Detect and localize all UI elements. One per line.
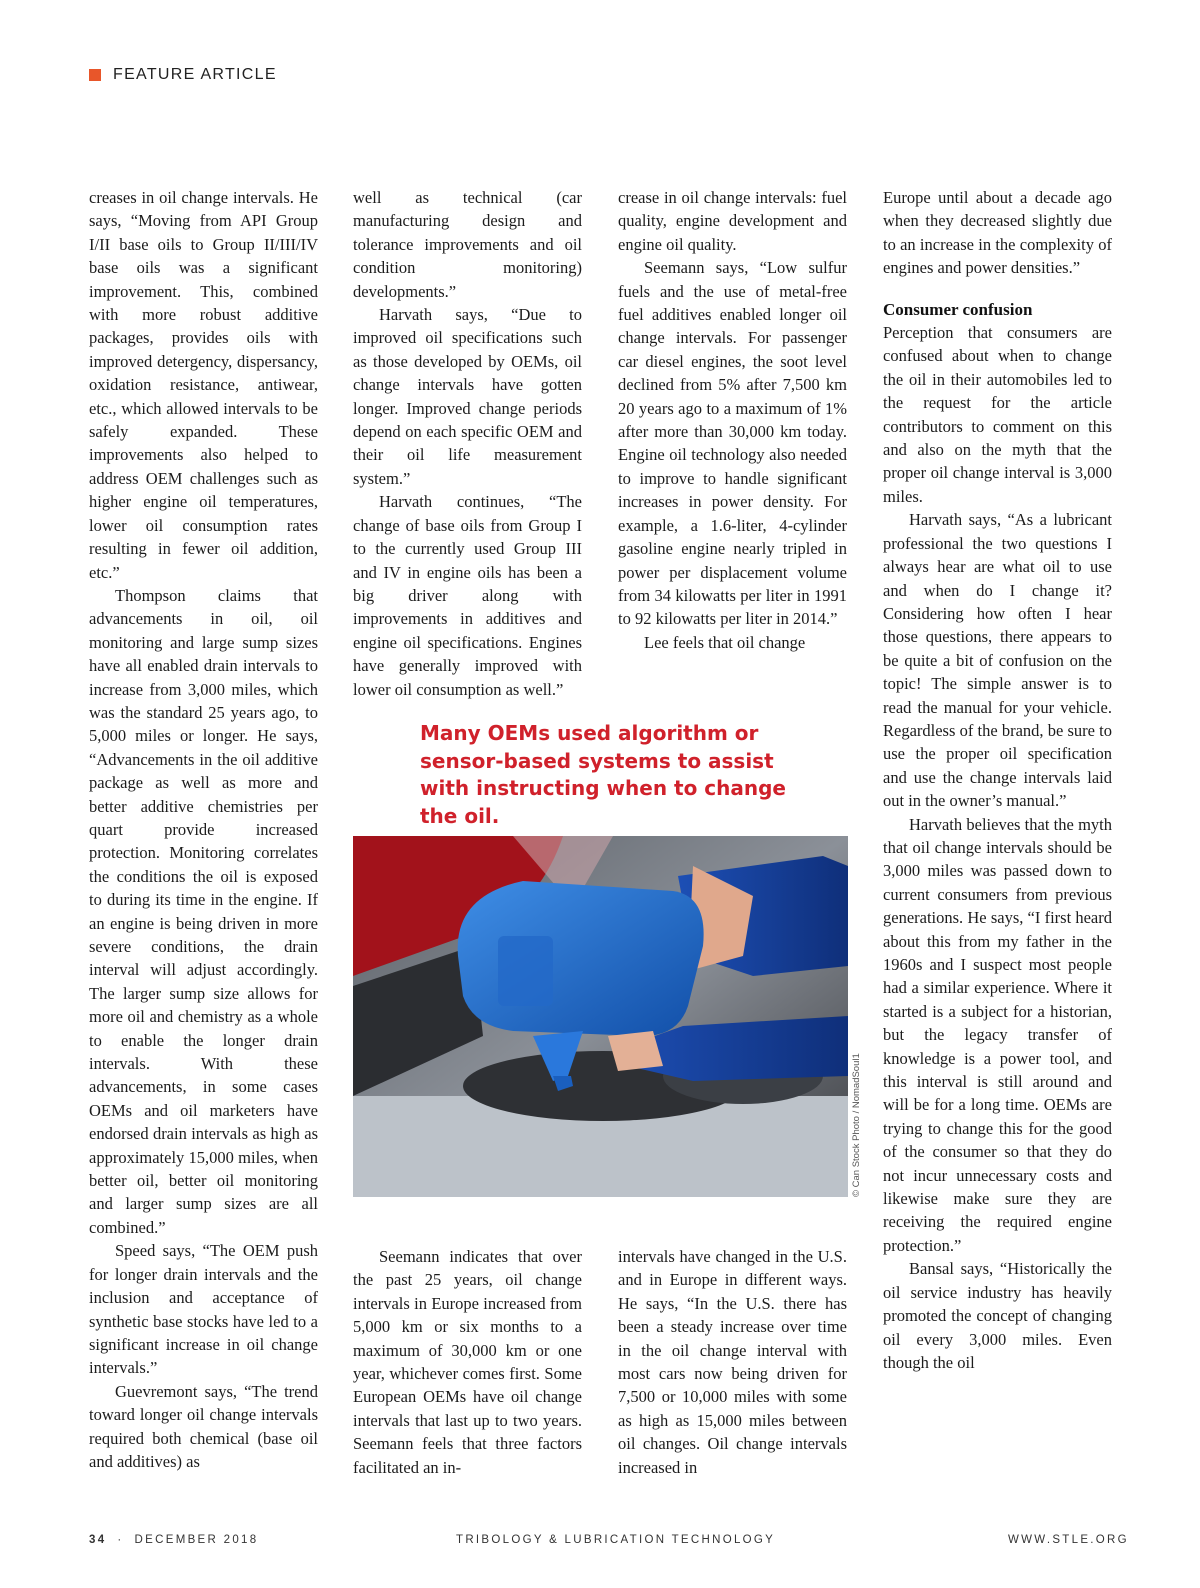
section-marker-icon bbox=[89, 69, 101, 81]
article-column-2-top bbox=[353, 186, 582, 699]
publication-name: TRIBOLOGY & LUBRICATION TECHNOLOGY bbox=[456, 1534, 776, 1546]
paragraph: well as technical (car manufacturing design and tolerance improvements and oil condition monitoring) developments.” bbox=[353, 188, 582, 301]
paragraph: Harvath says, “As a lubricant professional the two questions I always hear are what oil to use and when do I change it? Considering how often I hear those questions, there appears to be quite a bit of confusion on the topic! The simple answer is to read the manual for your vehicle. Regardless of the brand, be sure to use the proper oil specification and use the change intervals laid out in the owner’s manual.” bbox=[883, 510, 1112, 811]
paragraph: crease in oil change intervals: fuel quality, engine development and engine oil quality. bbox=[618, 188, 847, 254]
article-column-2-bottom bbox=[353, 1245, 582, 1477]
paragraph: Europe until about a decade ago when they decreased slightly due to an increase in the complexity of engines and power densities.” bbox=[883, 188, 1112, 278]
paragraph: Harvath says, “Due to improved oil specifications such as those developed by OEMs, oil change intervals have gotten longer. Improved change periods depend on each specific OEM and their oil life measurement system.” bbox=[353, 305, 582, 488]
paragraph: Thompson claims that advancements in oil, oil monitoring and large sump sizes have all enabled drain intervals to increase from 3,000 miles, which was the standard 25 years ago, to 5,000 miles or longer. He says, “Advancements in the oil additive package as well as more and better additive chemistries per quart provide increased protection. Monitoring correlates the conditions the oil is exposed to during its time in the engine. If an engine is being driven in more severe conditions, the drain interval will adjust accordingly. The larger sump size allows for more oil and chemistry as a whole to enable the longer drain intervals. With these advancements, in some cases OEMs and oil marketers have endorsed drain intervals as high as approximately 15,000 miles, when better oil, better oil monitoring and larger sump sizes are all combined.” bbox=[89, 585, 318, 1237]
paragraph: Seemann indicates that over the past 25 years, oil change intervals in Europe increased from 5,000 km or six months to a maximum of 30,000 km or one year, whichever comes first. Some European OEMs have oil change intervals that last up to two years. Seemann feels that three factors facilitated an in- bbox=[353, 1247, 582, 1477]
paragraph: Bansal says, “Historically the oil service industry has heavily promoted the concept of changing oil every 3,000 miles. Even though the oil bbox=[883, 1259, 1112, 1372]
paragraph: Speed says, “The OEM push for longer drain intervals and the inclusion and acceptance of synthetic base stocks have led to a significant increase in oil change intervals.” bbox=[89, 1241, 318, 1378]
section-header bbox=[89, 66, 277, 84]
footer-separator: · bbox=[117, 1534, 124, 1546]
photo-credit: © Can Stock Photo / NomadSoul1 bbox=[851, 1053, 862, 1197]
oil-pour-photo bbox=[353, 836, 848, 1197]
website-link[interactable]: WWW.STLE.ORG bbox=[1008, 1534, 1129, 1546]
paragraph: Harvath believes that the myth that oil change intervals should be 3,000 miles was passed down to current consumers from previous generations. He says, “I first heard about this from my father in the 1960s and I suspect most people had a similar experience. Where it started is a subject for a historian, but the legacy transfer of knowledge is a power tool, and this interval is still around and will be for a long time. OEMs are trying to change this for the good of the consumer so that they do not incur unnecessary costs and likewise make sure they are receiving the required engine protection.” bbox=[883, 814, 1112, 1255]
pull-quote: Many OEMs used algorithm or sensor-based systems to assist with instructing when to change the oil. bbox=[420, 721, 786, 828]
article-column-4 bbox=[883, 186, 1112, 1476]
paragraph: Harvath continues, “The change of base oils from Group I to the currently used Group III and IV in engine oils has been a big driver along with improvements in additives and engine oil specifications. Engines have generally improved with lower oil consumption as well.” bbox=[353, 492, 582, 699]
paragraph: Guevremont says, “The trend toward longer oil change intervals required both chemical (base oil and additives) as bbox=[89, 1381, 318, 1471]
paragraph: Lee feels that oil change bbox=[644, 632, 806, 652]
page-number: 34 bbox=[89, 1534, 107, 1546]
article-column-1 bbox=[89, 186, 318, 1476]
article-column-3-top bbox=[618, 186, 847, 681]
article-column-3-bottom bbox=[618, 1245, 847, 1477]
issue-date: DECEMBER 2018 bbox=[134, 1534, 259, 1546]
paragraph: Seemann says, “Low sulfur fuels and the use of metal-free fuel additives enabled longer oil change intervals. For passenger car diesel engines, the soot level declined from 5% after 7,500 km 20 years ago to a maximum of 1% after more than 30,000 km today. Engine oil technology also needed to improve to handle significant increases in power density. For example, a 1.6-liter, 4-cylinder gasoline engine nearly tripled in power per displacement volume from 34 kilowatts per liter in 1991 to 92 kilowatts per liter in 2014.” bbox=[618, 258, 847, 629]
paragraph: intervals have changed in the U.S. and in Europe in different ways. He says, “In the U.S. there has been a steady increase over time in the oil change interval with most cars now being driven for 7,500 or 10,000 miles with some as high as 15,000 miles between oil changes. Oil change intervals increased in bbox=[618, 1247, 847, 1477]
section-label: FEATURE ARTICLE bbox=[113, 66, 277, 83]
paragraph: Perception that consumers are confused about when to change the oil in their automobiles led to the request for the article contributors to comment on this and also on the myth that the proper oil change interval is 3,000 miles. bbox=[883, 323, 1112, 506]
subheading: Consumer confusion bbox=[883, 299, 1033, 319]
paragraph: creases in oil change intervals. He says, “Moving from API Group I/II base oils to Group II/III/IV base oils was a significant improvement. This, combined with more robust additive packages, provides oils with improved detergency, dispersancy, oxidation resistance, antiwear, etc., which allowed intervals to be safely expanded. These improvements also helped to address OEM challenges such as higher engine oil temperatures, lower oil consumption rates resulting in fewer oil addition, etc.” bbox=[89, 188, 318, 582]
footer-folio bbox=[89, 1534, 258, 1546]
